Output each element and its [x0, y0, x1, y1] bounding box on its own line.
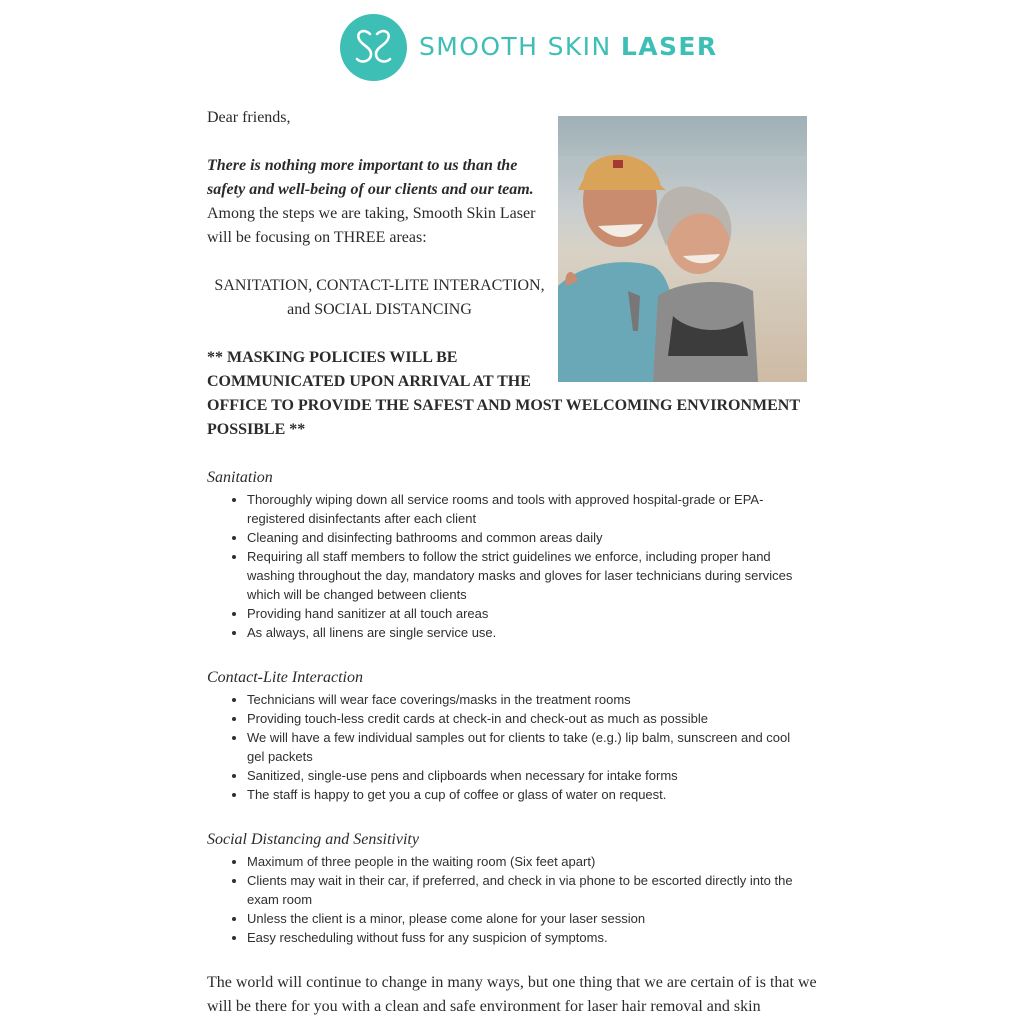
list-item: • Cleaning and disinfecting bathrooms and common areas daily [247, 528, 807, 547]
list-item: • Requiring all staff members to follow the strict guidelines we enforce, including proper hand washing throughout the day, mandatory masks and gloves for laser technicians during services which will be changed between clients [247, 547, 807, 604]
smooth-skin-logo-icon [340, 14, 407, 81]
closing-paragraph: The world will continue to change in many ways, but one thing that we are certain of is that we will be there for you with a clean and safe environment for laser hair removal and skin [207, 974, 817, 1015]
email-header [0, 0, 1024, 96]
letter-intro [207, 154, 552, 250]
owners-beach-photo [558, 116, 807, 382]
brand-name-bold: LASER [620, 32, 718, 61]
list-item: • Unless the client is a minor, please come alone for your laser session [247, 909, 807, 928]
intro-emphasis: There is nothing more important to us than the safety and well-being of our clients and our team. [207, 157, 534, 198]
list-item: • Providing touch-less credit cards at check-in and check-out as much as possible [247, 709, 807, 728]
focus-areas [207, 274, 552, 322]
list-item: • Thoroughly wiping down all service rooms and tools with approved hospital-grade or EPA-registered disinfectants after each client [247, 490, 807, 528]
social-distancing-list [207, 852, 807, 947]
contact-lite-list [207, 690, 807, 804]
list-item: • We will have a few individual samples out for clients to take (e.g.) lip balm, sunscreen and cool gel packets [247, 728, 807, 766]
list-item: • Clients may wait in their car, if preferred, and check in via phone to be escorted directly into the exam room [247, 871, 807, 909]
list-item: • The staff is happy to get you a cup of coffee or glass of water on request. [247, 785, 807, 804]
focus-line-1: SANITATION, CONTACT-LITE INTERACTION, [214, 277, 545, 294]
brand-wordmark [419, 31, 718, 63]
sanitation-list [207, 490, 807, 642]
section-title-sanitation: Sanitation [207, 469, 273, 486]
masking-notice [207, 346, 811, 442]
list-item: • Sanitized, single-use pens and clipboards when necessary for intake forms [247, 766, 807, 785]
letter-greeting: Dear friends, [207, 109, 291, 126]
masking-line-1: ** MASKING POLICIES WILL BE COMMUNICATED UPON ARRIVAL AT THE [207, 349, 531, 390]
list-item: • Easy rescheduling without fuss for any suspicion of symptoms. [247, 928, 807, 947]
list-item: • Maximum of three people in the waiting room (Six feet apart) [247, 852, 807, 871]
masking-line-2: OFFICE TO PROVIDE THE SAFEST AND MOST WELCOMING ENVIRONMENT POSSIBLE ** [207, 397, 800, 438]
list-item: • As always, all linens are single service use. [247, 623, 807, 642]
list-item: • Providing hand sanitizer at all touch areas [247, 604, 807, 623]
brand-name-light: SMOOTH SKIN [419, 32, 621, 61]
intro-rest: Among the steps we are taking, Smooth Skin Laser will be focusing on THREE areas: [207, 205, 536, 246]
section-title-contact-lite: Contact-Lite Interaction [207, 669, 363, 686]
focus-line-2: and SOCIAL DISTANCING [287, 301, 472, 318]
list-item: • Technicians will wear face coverings/masks in the treatment rooms [247, 690, 807, 709]
section-title-social-distancing: Social Distancing and Sensitivity [207, 831, 419, 848]
